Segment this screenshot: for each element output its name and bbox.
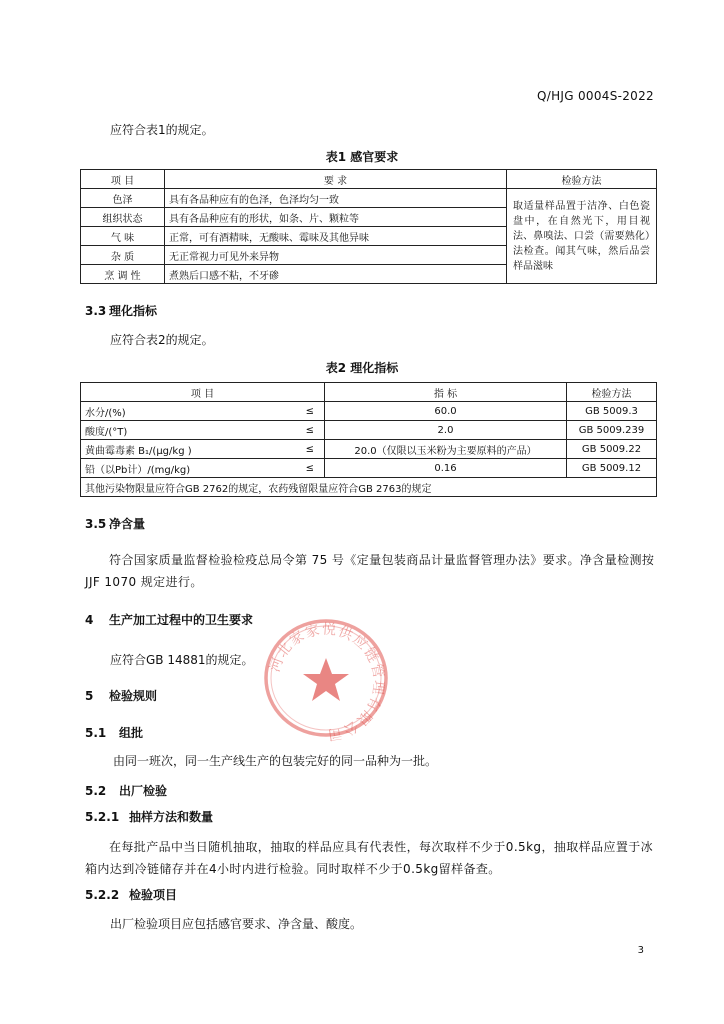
row-value: 60.0 xyxy=(325,402,567,421)
sensory-table xyxy=(80,169,657,284)
header-requirement: 要 求 xyxy=(165,170,507,189)
section-heading-3-3: 3.3 理化指标 xyxy=(85,304,158,318)
section-heading-5: 5 检验规则 xyxy=(85,689,158,703)
table-row xyxy=(81,189,657,208)
row-method: GB 5009.3 xyxy=(567,402,657,421)
row-item: 烹 调 性 xyxy=(81,265,165,284)
row-requirement: 正常，可有酒精味，无酸味、霉味及其他异味 xyxy=(165,227,507,246)
row-item: 杂 质 xyxy=(81,246,165,265)
sampling-paragraph: 在每批产品中当日随机抽取，抽取的样品应具有代表性，每次取样不少于0.5kg，抽取样品应置于冰箱内达到冷链储存并在4小时内进行检验。同时取样不少于0.5kg留样备查。 xyxy=(85,840,654,876)
seal-star-icon xyxy=(303,658,349,701)
row-requirement: 具有各品种应有的色泽，色泽均匀一致 xyxy=(165,189,507,208)
table2-caption: 表2 理化指标 xyxy=(325,361,399,375)
company-seal xyxy=(256,612,396,742)
row-value: 2.0 xyxy=(325,421,567,440)
table-footer-note: 其他污染物限量应符合GB 2762的规定，农药残留限量应符合GB 2763的规定 xyxy=(81,478,657,497)
row-item: 组织状态 xyxy=(81,208,165,227)
hygiene-paragraph: 应符合GB 14881的规定。 xyxy=(110,653,254,667)
section-heading-5-2: 5.2 出厂检验 xyxy=(85,784,168,798)
table-header-row xyxy=(81,383,657,402)
section-heading-4: 4 生产加工过程中的卫生要求 xyxy=(85,613,254,627)
physchem-table xyxy=(80,382,657,497)
section-heading-5-2-2: 5.2.2 检验项目 xyxy=(85,888,178,902)
row-method: GB 5009.12 xyxy=(567,459,657,478)
header-indicator: 指 标 xyxy=(325,383,567,402)
row-item: 铅（以Pb计）/(mg/kg) xyxy=(81,459,241,478)
page-number: 3 xyxy=(637,945,644,956)
header-method: 检验方法 xyxy=(507,170,657,189)
row-requirement: 无正常视力可见外来异物 xyxy=(165,246,507,265)
row-sign: ≤ xyxy=(241,402,325,421)
row-value: 20.0（仅限以玉米粉为主要原料的产品） xyxy=(325,440,567,459)
net-content-paragraph: 符合国家质量监督检验检疫总局令第 75 号《定量包装商品计量监督管理办法》要求。净含量检测按 JJF 1070 规定进行。 xyxy=(85,553,655,589)
row-sign: ≤ xyxy=(241,421,325,440)
table-row xyxy=(81,440,657,459)
intro-sensory: 应符合表1的规定。 xyxy=(110,123,214,137)
row-item: 酸度/(°T) xyxy=(81,421,241,440)
table-footer-row xyxy=(81,478,657,497)
intro-physchem: 应符合表2的规定。 xyxy=(110,333,214,347)
inspection-items-paragraph: 出厂检验项目应包括感官要求、净含量、酸度。 xyxy=(110,917,363,931)
header-item: 项 目 xyxy=(81,170,165,189)
table-header-row xyxy=(81,170,657,189)
method-cell: 取适量样品置于洁净、白色瓷盘中，在自然光下，用目视法、鼻嗅法、口尝（需要熟化）法检查。闻其气味，然后品尝样品滋味 xyxy=(507,189,657,284)
batch-paragraph: 由同一班次，同一生产线生产的包装完好的同一品种为一批。 xyxy=(113,754,438,768)
seal-text: 河北家家悦供应链管理有限公司 xyxy=(266,621,387,742)
header-method: 检验方法 xyxy=(567,383,657,402)
row-sign: ≤ xyxy=(241,459,325,478)
standard-code: Q/HJG 0004S-2022 xyxy=(537,89,654,103)
table1-caption: 表1 感官要求 xyxy=(325,150,399,164)
row-item: 水分/(%) xyxy=(81,402,241,421)
row-item: 色泽 xyxy=(81,189,165,208)
table-row xyxy=(81,421,657,440)
row-method: GB 5009.22 xyxy=(567,440,657,459)
row-item: 黄曲霉毒素 B₁/(μg/kg ) xyxy=(81,440,241,459)
section-heading-3-5: 3.5 净含量 xyxy=(85,517,146,531)
row-method: GB 5009.239 xyxy=(567,421,657,440)
section-heading-5-2-1: 5.2.1 抽样方法和数量 xyxy=(85,810,214,824)
row-requirement: 煮熟后口感不粘，不牙碜 xyxy=(165,265,507,284)
row-item: 气 味 xyxy=(81,227,165,246)
table-row xyxy=(81,402,657,421)
row-value: 0.16 xyxy=(325,459,567,478)
row-sign: ≤ xyxy=(241,440,325,459)
row-requirement: 具有各品种应有的形状，如条、片、颗粒等 xyxy=(165,208,507,227)
table-row xyxy=(81,459,657,478)
section-heading-5-1: 5.1 组批 xyxy=(85,726,144,740)
header-item: 项 目 xyxy=(81,383,325,402)
